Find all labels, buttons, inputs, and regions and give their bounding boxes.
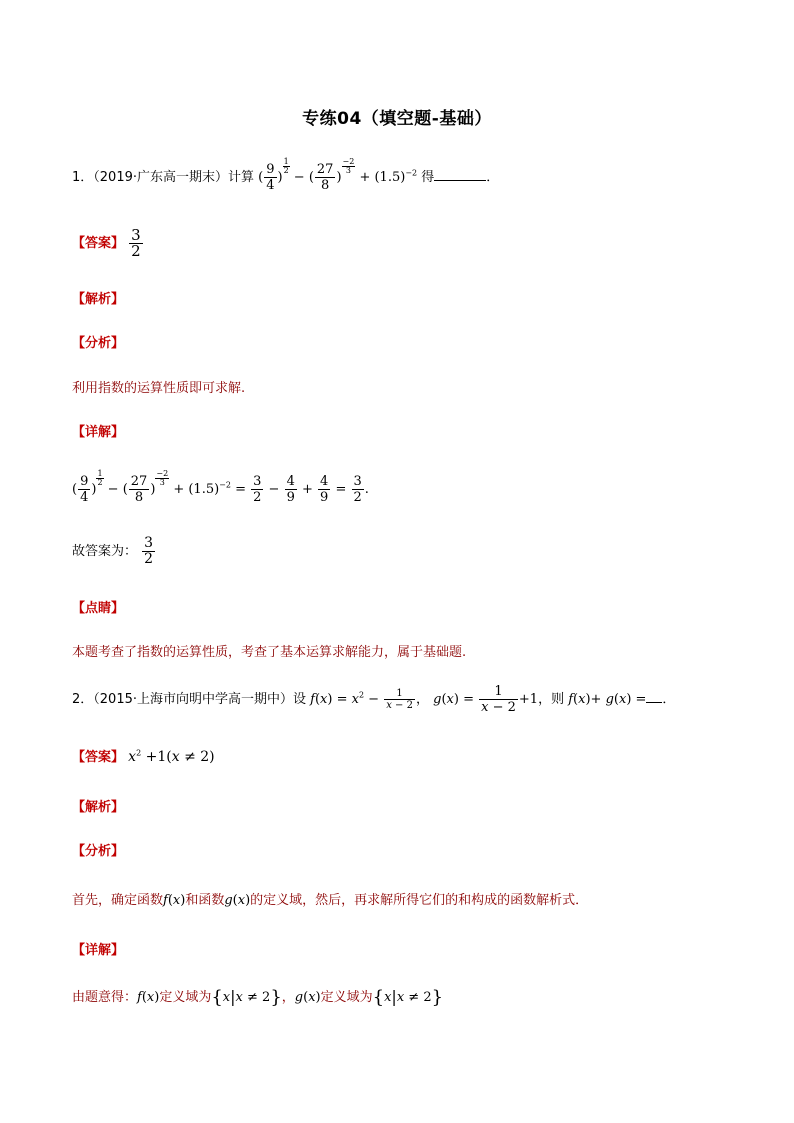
question-1-expression: ( $\frac{9}{4}$ ) $\frac{1}{2}$ − ( $\frac{27}{8}$ ) $\frac{-2}{3}$ + $(1.5)^{-2}$ — [258, 157, 418, 193]
q2-fenxi-label: 【分析】 — [72, 844, 125, 859]
answer-label: 【答案】 — [72, 236, 125, 251]
q2-answer: 【答案】 $x^2 +1(x \ne 2)$ — [72, 748, 215, 765]
q2-jiexi-label: 【解析】 — [72, 800, 125, 815]
question-1-prefix: 1．（2019·广东高一期末）计算 — [72, 170, 254, 185]
answer-fraction: $\frac{3}{2}$ — [131, 226, 141, 260]
q1-dianjing-text: 本题考查了指数的运算性质，考查了基本运算求解能力，属于基础题. — [72, 645, 467, 660]
question-1-suffix: 得 — [421, 170, 435, 185]
q1-dianjing-label: 【点睛】 — [72, 601, 125, 616]
q2-fenxi-text: 首先，确定函数f(x)和函数g(x)的定义域，然后，再求解所得它们的和构成的函数解析式． — [72, 893, 589, 908]
q2-detail: 由题意得：f(x)定义域为{x|x ≠ 2}，g(x)定义域为{x|x ≠ 2} — [72, 987, 444, 1008]
q1-fenxi-text: 利用指数的运算性质即可求解. — [72, 381, 246, 396]
q1-gu-answer: 故答案为： $\frac{3}{2}$ — [72, 535, 154, 567]
q1-answer — [72, 228, 144, 259]
question-2-prefix: 2．（2015·上海市向明中学高一期中）设 — [72, 692, 306, 707]
q1-fenxi-label: 【分析】 — [72, 336, 125, 351]
question-2-f-def: $f(x) = x^2$ − $\frac{1}{x - 2}$ — [310, 688, 413, 711]
question-2-g-def: g(x) = $\frac{1}{x - 2}$ +1 — [433, 684, 539, 715]
question-1: 1．（2019·广东高一期末）计算 ( $\frac{9}{4}$ ) $\frac{1}{2}$ − ( $\frac{27}{8}$ ) $\frac{-2}{3}$ + $(1.5)^{-2}$ 得 ． — [72, 157, 500, 193]
q1-detail-equation: ( $\frac{9}{4}$ ) $\frac{1}{2}$ − ( $\frac{27}{8}$ ) $\frac{-2}{3}$ + $(1.5)^{-2}$ = $\frac{3}{2}$ − $\frac{4}{9}$ + $\frac{4}{9}$ = $\frac{3}{2}$ . — [72, 469, 369, 505]
q1-jiexi-label: 【解析】 — [72, 292, 125, 307]
q2-xiangjie-label: 【详解】 — [72, 943, 125, 958]
answer-blank — [434, 168, 486, 181]
page-title: 专练04（填空题-基础） — [302, 109, 492, 129]
question-2: 2．（2015·上海市向明中学高一期中）设 $f(x) = x^2$ − $\frac{1}{x - 2}$ ， g(x) = $\frac{1}{x - 2}$ +1，则 f(x)+ g(x) = ． — [72, 684, 676, 715]
answer-blank — [646, 690, 662, 703]
q1-xiangjie-label: 【详解】 — [72, 425, 125, 440]
